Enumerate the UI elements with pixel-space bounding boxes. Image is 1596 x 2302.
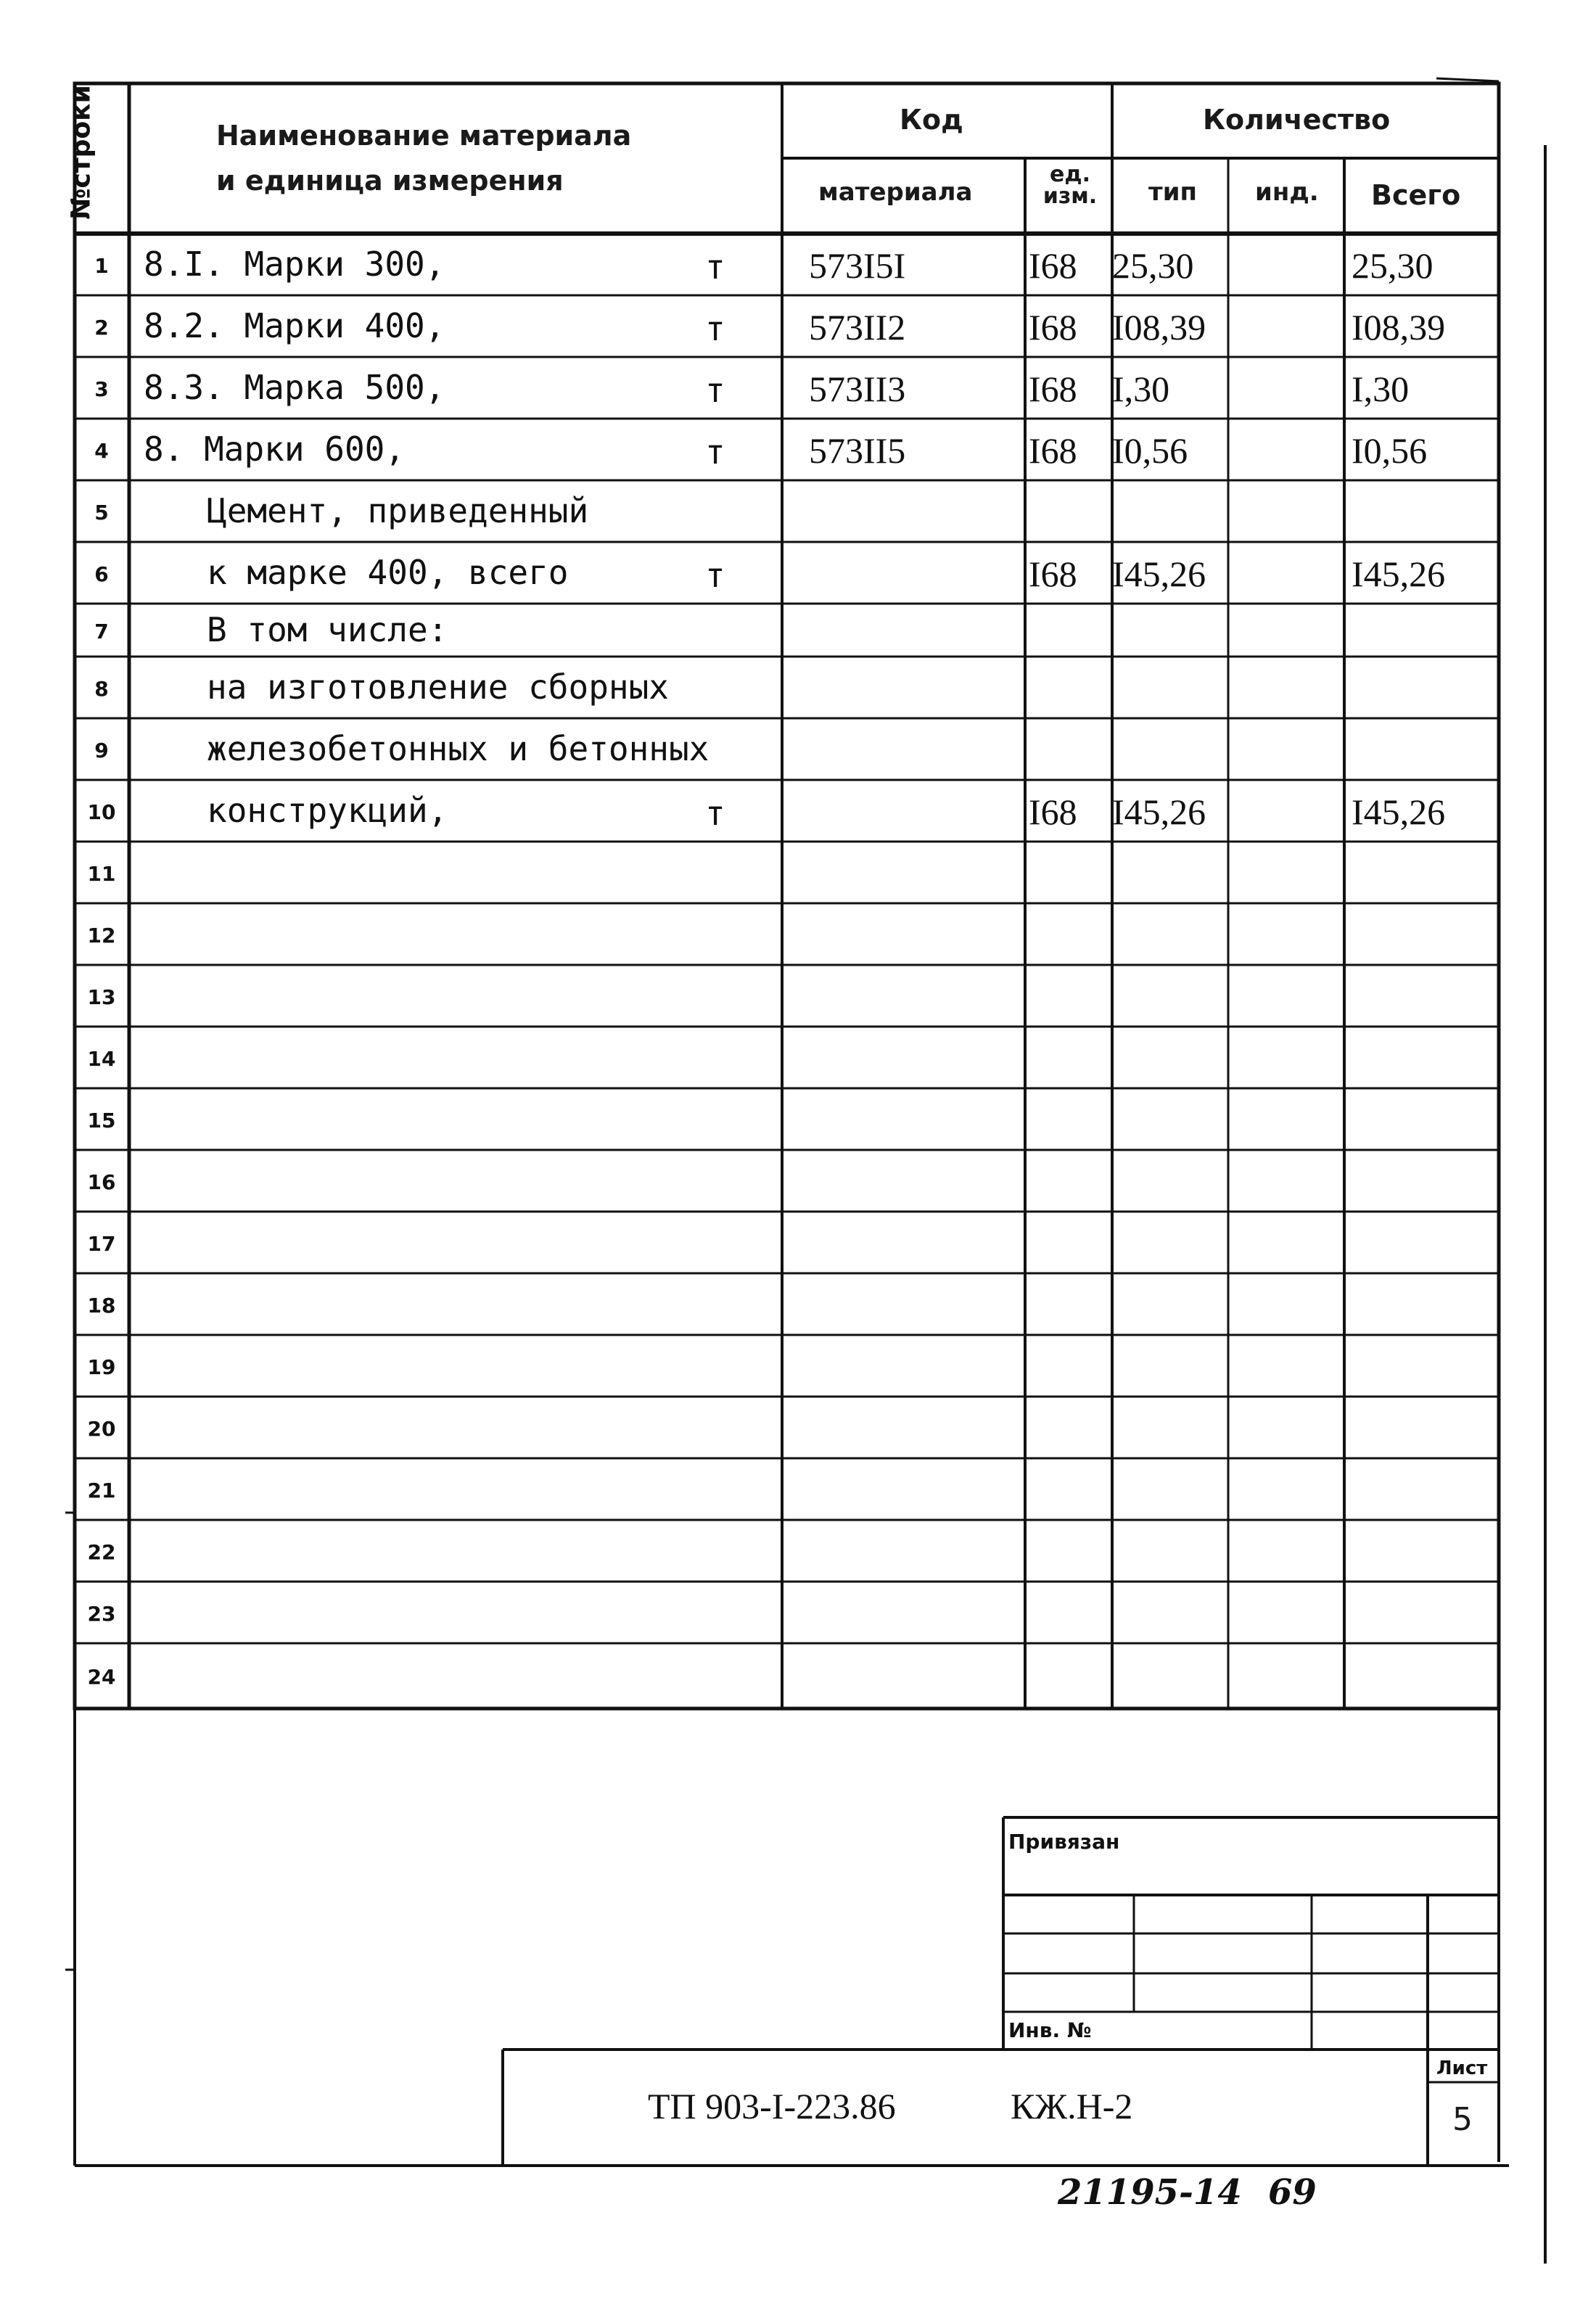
row-number: 19 — [87, 1355, 116, 1379]
unit-cell: т — [705, 247, 725, 287]
inventory-number-label: Инв. № — [1008, 2018, 1092, 2042]
row-number: 6 — [94, 562, 109, 586]
qty-type-header: тип — [1148, 178, 1198, 207]
name-header-line2: и единица измерения — [216, 165, 564, 197]
quantity-header: Количество — [1203, 104, 1391, 136]
row-number: 8 — [94, 676, 109, 701]
row-number: 4 — [94, 438, 109, 463]
qty-ind-header: инд. — [1255, 178, 1319, 207]
quantity-total: I45,26 — [1352, 553, 1446, 594]
unit-code: I68 — [1029, 244, 1077, 286]
sheet-label: Лист — [1436, 2058, 1488, 2079]
unit-cell: т — [705, 308, 725, 348]
unit-code: I68 — [1029, 791, 1077, 832]
quantity-type: 25,30 — [1112, 244, 1194, 286]
archive-number: 21195-14 — [1058, 2172, 1242, 2213]
document-mark: КЖ.Н-2 — [1011, 2086, 1133, 2126]
quantity-total: I0,56 — [1352, 429, 1428, 471]
row-number: 9 — [94, 738, 109, 762]
unit-code: I68 — [1029, 306, 1077, 348]
quantity-type: I,30 — [1112, 368, 1170, 409]
row-number: 22 — [87, 1540, 116, 1564]
material-code: 573II2 — [809, 306, 906, 348]
unit-code: I68 — [1029, 553, 1077, 594]
material-name: Цемент, приведенный — [207, 490, 589, 530]
code-material-header: материала — [818, 178, 973, 207]
row-number: 17 — [87, 1231, 116, 1256]
row-number: 12 — [87, 923, 116, 947]
material-name: 8. Марки 600, — [144, 429, 406, 469]
unit-cell: т — [705, 432, 725, 472]
name-header-line1: Наименование материала — [216, 120, 632, 152]
quantity-type: I0,56 — [1112, 429, 1188, 471]
document-code: ТП 903-I-223.86 — [648, 2086, 896, 2126]
quantity-total: I08,39 — [1352, 306, 1446, 348]
material-name: 8.I. Марки 300, — [144, 244, 445, 284]
row-number: 14 — [87, 1046, 116, 1071]
material-name: 8.2. Марки 400, — [144, 305, 445, 345]
row-number: 3 — [94, 377, 109, 401]
row-number: 5 — [94, 500, 109, 525]
material-name: железобетонных и бетонных — [207, 728, 709, 768]
quantity-total: I,30 — [1352, 368, 1410, 409]
quantity-type: I45,26 — [1112, 791, 1206, 832]
row-number: 2 — [94, 315, 109, 340]
material-name: к марке 400, всего — [207, 552, 569, 592]
material-name: В том числе: — [207, 609, 448, 649]
row-number-header: №строки — [66, 85, 96, 220]
row-number: 13 — [87, 984, 116, 1009]
material-code: 573I5I — [809, 244, 906, 286]
bound-label: Привязан — [1008, 1830, 1120, 1854]
row-number: 10 — [87, 799, 116, 824]
sheet-number: 5 — [1452, 2101, 1473, 2138]
row-number: 23 — [87, 1601, 116, 1626]
row-number: 20 — [87, 1416, 116, 1441]
quantity-type: I45,26 — [1112, 553, 1206, 594]
quantity-total: I45,26 — [1352, 791, 1446, 832]
unit-code: I68 — [1029, 368, 1077, 409]
archive-page-number: 69 — [1268, 2172, 1317, 2213]
row-number: 21 — [87, 1478, 116, 1503]
row-number: 7 — [94, 619, 109, 644]
row-number: 18 — [87, 1293, 116, 1318]
code-unit-header: ед. изм. — [1042, 162, 1098, 209]
unit-cell: т — [705, 555, 725, 595]
row-number: 16 — [87, 1170, 116, 1194]
qty-total-header: Всего — [1371, 179, 1461, 211]
row-number: 1 — [94, 253, 109, 278]
material-code: 573II3 — [809, 368, 906, 409]
unit-cell: т — [705, 370, 725, 410]
material-code: 573II5 — [809, 429, 906, 471]
quantity-type: I08,39 — [1112, 306, 1206, 348]
row-number: 15 — [87, 1108, 116, 1132]
unit-code: I68 — [1029, 429, 1077, 471]
row-number: 11 — [87, 861, 116, 886]
row-number: 24 — [87, 1665, 116, 1689]
code-header: Код — [900, 104, 963, 136]
material-name: на изготовление сборных — [207, 667, 669, 707]
material-name: конструкций, — [207, 790, 448, 830]
unit-cell: т — [705, 793, 725, 833]
material-name: 8.3. Марка 500, — [144, 367, 445, 407]
quantity-total: 25,30 — [1352, 244, 1433, 286]
